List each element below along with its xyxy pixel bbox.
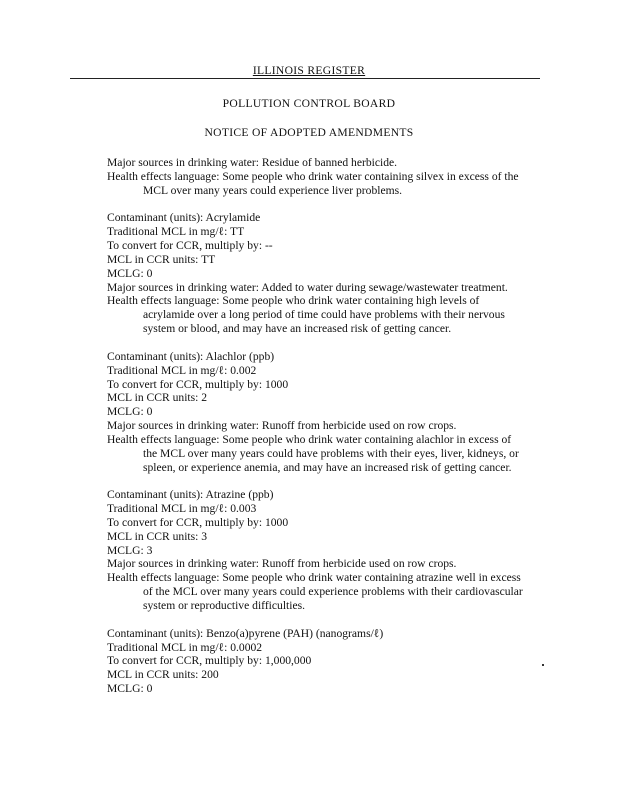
silvex-health-effects-cont: MCL over many years could experience liver problems. <box>143 183 403 197</box>
alachlor-convert: To convert for CCR, multiply by: 1000 <box>107 377 289 391</box>
alachlor-mcl-ccr: MCL in CCR units: 2 <box>107 391 208 405</box>
atrazine-mcl-ccr: MCL in CCR units: 3 <box>107 529 208 543</box>
header-rule <box>70 78 540 79</box>
alachlor-contaminant: Contaminant (units): Alachlor (ppb) <box>107 349 275 363</box>
atrazine-major-sources: Major sources in drinking water: Runoff from herbicide used on row crops. <box>107 557 457 571</box>
register-title: ILLINOIS REGISTER <box>252 64 366 77</box>
benzopyrene-contaminant: Contaminant (units): Benzo(a)pyrene (PAH) (nanograms/ℓ) <box>107 626 384 640</box>
atrazine-health-effects-cont: of the MCL over many years could experience problems with their cardiovascular <box>143 585 523 599</box>
acrylamide-traditional-mcl: Traditional MCL in mg/ℓ: TT <box>107 225 245 239</box>
acrylamide-convert: To convert for CCR, multiply by: -- <box>107 239 273 253</box>
document-body <box>107 156 547 696</box>
alachlor-health-effects: Health effects language: Some people who drink water containing alachlor in excess of <box>107 432 512 446</box>
atrazine-contaminant: Contaminant (units): Atrazine (ppb) <box>107 488 274 502</box>
benzopyrene-mcl-ccr: MCL in CCR units: 200 <box>107 668 219 682</box>
benzopyrene-convert: To convert for CCR, multiply by: 1,000,000 <box>107 654 312 668</box>
alachlor-mclg: MCLG: 0 <box>107 405 153 419</box>
section-gap <box>107 198 547 212</box>
benzopyrene-mclg: MCLG: 0 <box>107 682 153 696</box>
scan-speck <box>542 664 544 666</box>
silvex-major-sources: Major sources in drinking water: Residue of banned herbicide. <box>107 156 398 169</box>
atrazine-traditional-mcl: Traditional MCL in mg/ℓ: 0.003 <box>107 502 257 516</box>
section-gap <box>107 336 547 350</box>
acrylamide-health-effects-cont: acrylamide over a long period of time could have problems with their nervous <box>143 308 505 322</box>
alachlor-health-effects-cont: spleen, or experience anemia, and may have an increased risk of getting cancer. <box>143 460 512 474</box>
atrazine-convert: To convert for CCR, multiply by: 1000 <box>107 515 289 529</box>
atrazine-mclg: MCLG: 3 <box>107 543 153 557</box>
silvex-health-effects: Health effects language: Some people who drink water containing silvex in excess of the <box>107 169 519 183</box>
acrylamide-mcl-ccr: MCL in CCR units: TT <box>107 252 216 266</box>
acrylamide-major-sources: Major sources in drinking water: Added to water during sewage/wastewater treatment. <box>107 280 508 294</box>
atrazine-health-effects-cont: system or reproductive difficulties. <box>143 599 306 612</box>
notice-title: NOTICE OF ADOPTED AMENDMENTS <box>204 126 414 139</box>
acrylamide-health-effects: Health effects language: Some people who drink water containing high levels of <box>107 294 480 308</box>
acrylamide-health-effects-cont: system or blood, and may have an increased risk of getting cancer. <box>143 322 452 336</box>
benzopyrene-traditional-mcl: Traditional MCL in mg/ℓ: 0.0002 <box>107 640 263 654</box>
alachlor-health-effects-cont: the MCL over many years could have problems with their eyes, liver, kidneys, or <box>143 446 519 460</box>
acrylamide-mclg: MCLG: 0 <box>107 266 153 280</box>
atrazine-health-effects: Health effects language: Some people who drink water containing atrazine well in excess <box>107 571 521 585</box>
alachlor-major-sources: Major sources in drinking water: Runoff from herbicide used on row crops. <box>107 419 457 433</box>
alachlor-traditional-mcl: Traditional MCL in mg/ℓ: 0.002 <box>107 363 257 377</box>
board-title: POLLUTION CONTROL BOARD <box>222 97 396 110</box>
acrylamide-contaminant: Contaminant (units): Acrylamide <box>107 211 261 225</box>
section-gap <box>107 613 547 627</box>
section-gap <box>107 474 547 488</box>
